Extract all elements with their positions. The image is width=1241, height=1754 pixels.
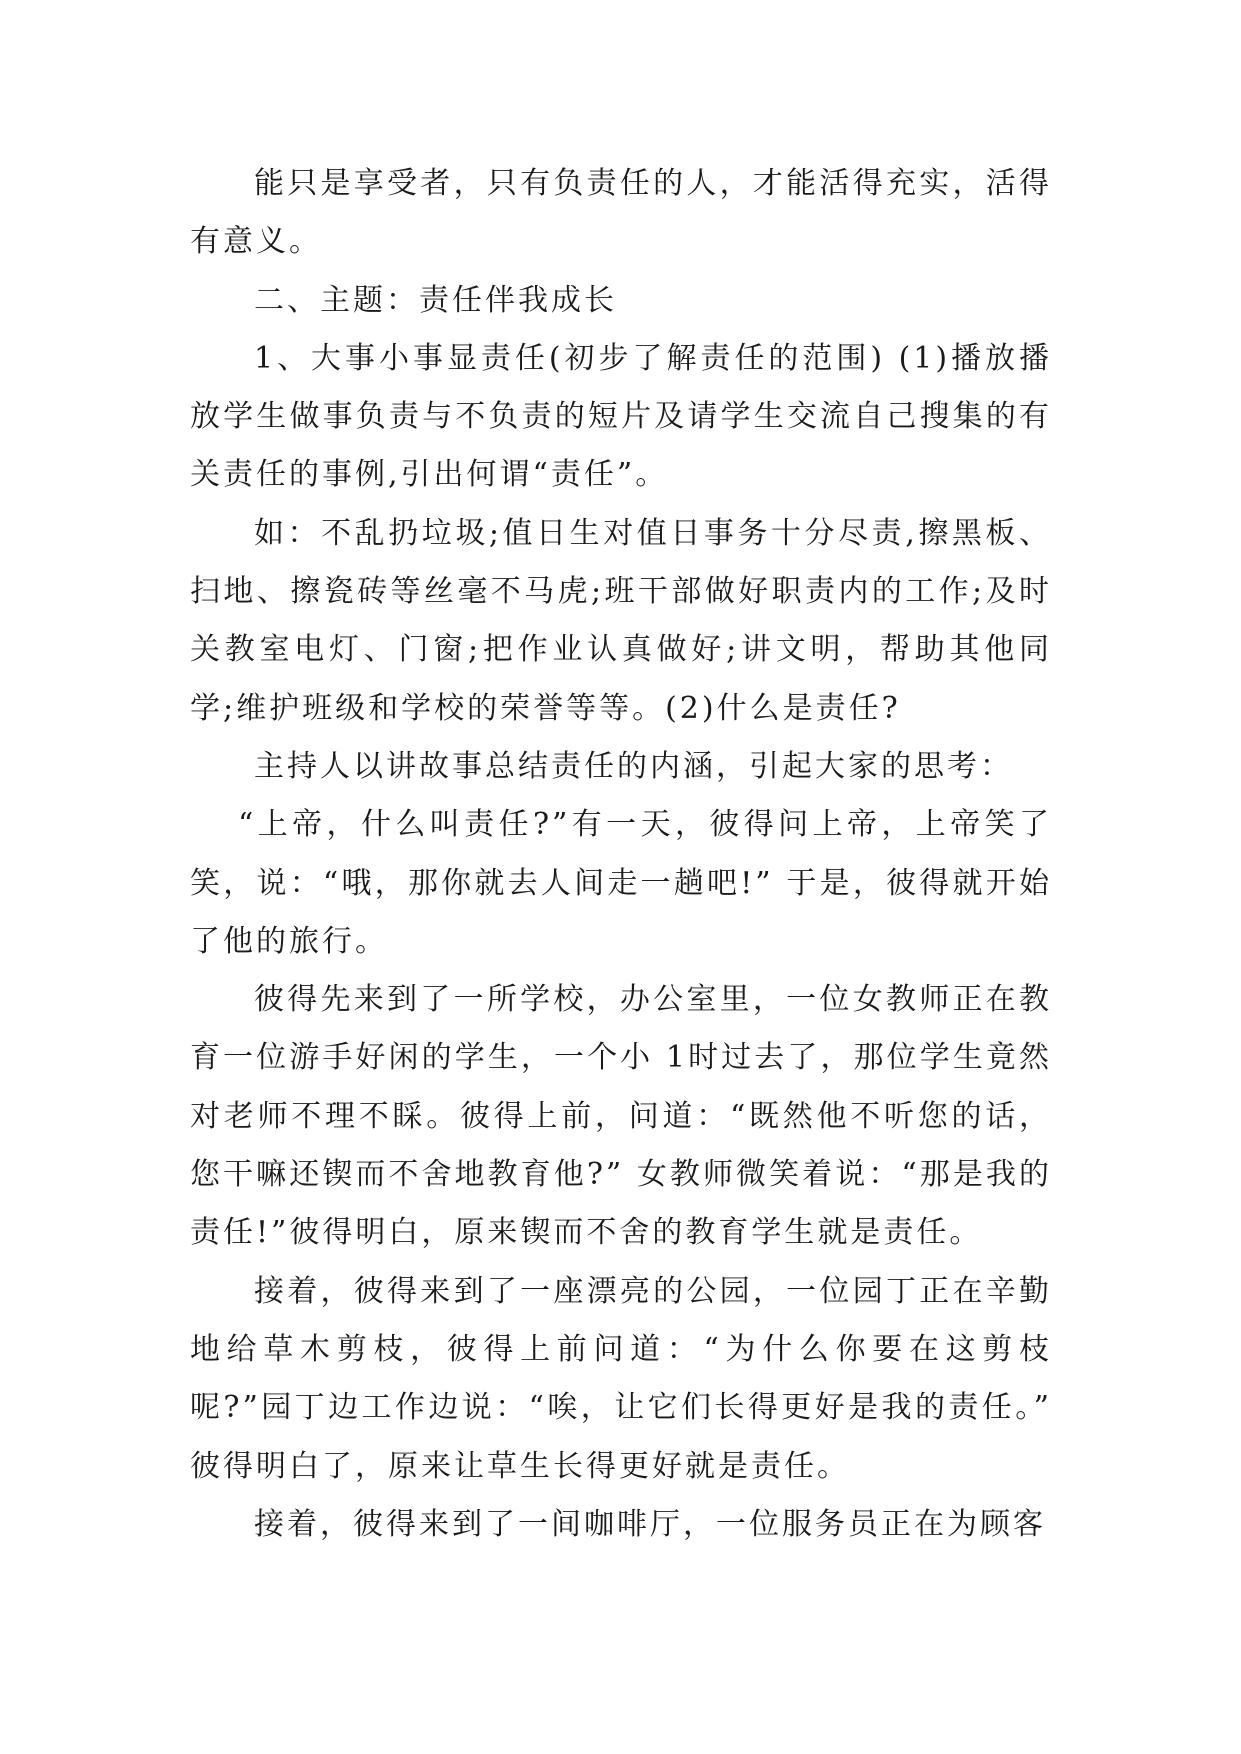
paragraph-continuation: 能只是享受者，只有负责任的人，才能活得充实，活得有意义。	[190, 166, 1052, 260]
paragraph: 接着，彼得来到了一间咖啡厅，一位服务员正在为顾客	[254, 1506, 1046, 1542]
paragraph-section-heading: 二、主题：责任伴我成长	[254, 282, 617, 318]
paragraph: “上帝，什么叫责任?”有一天，彼得问上帝，上帝笑了笑，说：“哦，那你就去人间走一趟吧!” 于是，彼得就开始了他的旅行。	[190, 807, 1052, 959]
paragraph: 接着，彼得来到了一座漂亮的公园，一位园丁正在辛勤地给草木剪枝，彼得上前问道：“为什么你要在这剪枝呢?”园丁边工作边说：“唉，让它们长得更好是我的责任。” 彼得明白了，原来让草生长得更好就是责任。	[190, 1273, 1052, 1484]
paragraph: 主持人以讲故事总结责任的内涵，引起大家的思考：	[254, 748, 1013, 784]
paragraph: 1、大事小事显责任(初步了解责任的范围) (1)播放播放学生做事负责与不负责的短片及请学生交流自己搜集的有关责任的事例,引出何谓“责任”。	[190, 340, 1052, 493]
paragraph: 如：不乱扔垃圾;值日生对值日事务十分尽责,擦黑板、扫地、擦瓷砖等丝毫不马虎;班干部做好职责内的工作;及时关教室电灯、门窗;把作业认真做好;讲文明，帮助其他同学;维护班级和学校的荣誉等等。(2)什么是责任?	[190, 515, 1052, 726]
document-body	[190, 155, 1052, 1554]
paragraph: 彼得先来到了一所学校，办公室里，一位女教师正在教育一位游手好闲的学生，一个小 1时过去了，那位学生竟然对老师不理不睬。彼得上前，问道：“既然他不听您的话，您干嘛还锲而不舍地教育他?” 女教师微笑着说：“那是我的责任!”彼得明白，原来锲而不舍的教育学生就是责任。	[190, 982, 1052, 1251]
